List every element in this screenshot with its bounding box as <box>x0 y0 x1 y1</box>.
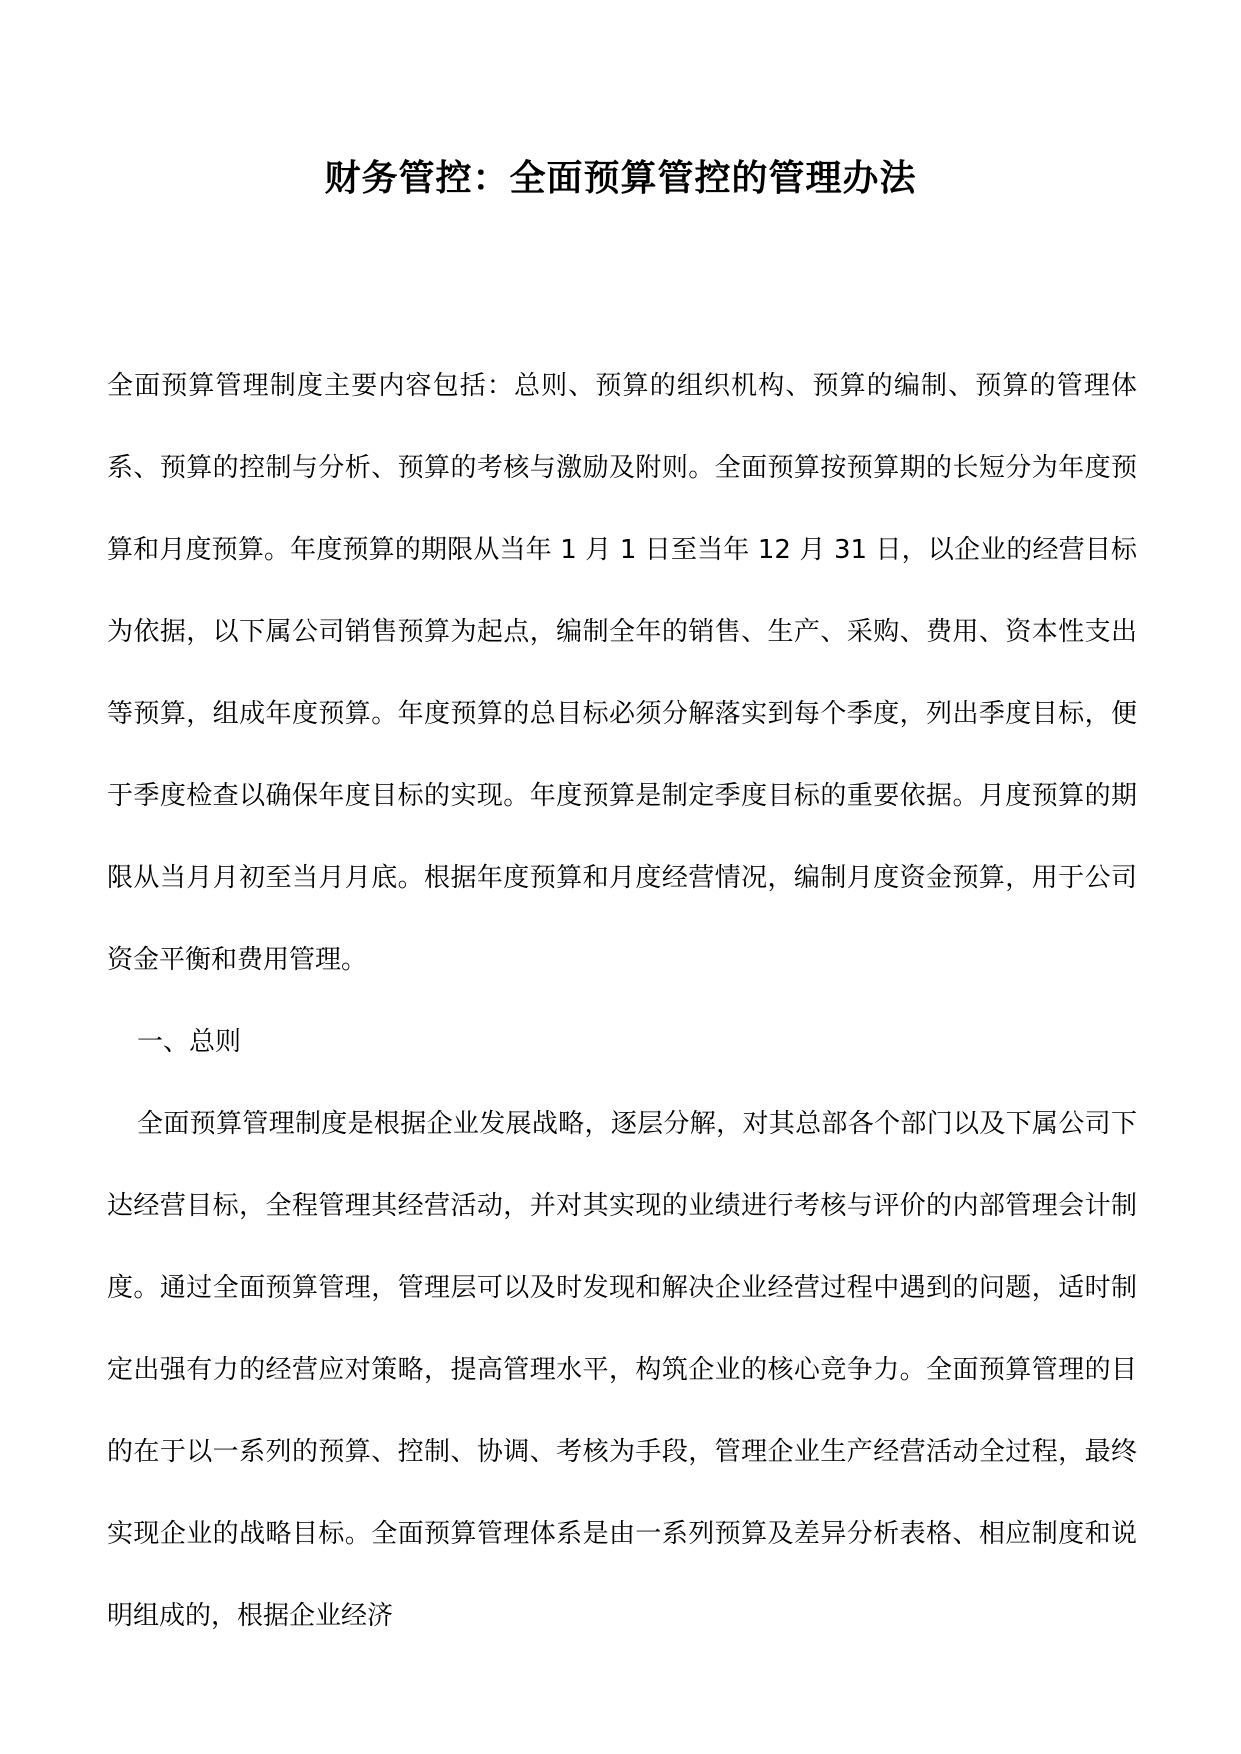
document-body <box>107 345 1137 1657</box>
document-title: 财务管控：全面预算管控的管理办法 <box>324 158 917 199</box>
section-heading-general: 一、总则 <box>137 1027 242 1057</box>
section-paragraph-general: 全面预算管理制度是根据企业发展战略，逐层分解，对其总部各个部门以及下属公司下达经营目标，全程管理其经营活动，并对其实现的业绩进行考核与评价的内部管理会计制度。通过全面预算管理，管理层可以及时发现和解决企业经营过程中遇到的问题，适时制定出强有力的经营应对策略，提高管理水平，构筑企业的核心竞争力。全面预算管理的目的在于以一系列的预算、控制、协调、考核为手段，管理企业生产经营活动全过程，最终实现企业的战略目标。全面预算管理体系是由一系列预算及差异分析表格、相应制度和说明组成的，根据企业经济 <box>107 1109 1137 1631</box>
intro-paragraph: 全面预算管理制度主要内容包括：总则、预算的组织机构、预算的编制、预算的管理体系、预算的控制与分析、预算的考核与激励及附则。全面预算按预算期的长短分为年度预算和月度预算。年度预算的期限从当年 1 月 1 日至当年 12 月 31 日，以企业的经营目标为依据，以下属公司销售预算为起点，编制全年的销售、生产、采购、费用、资本性支出等预算，组成年度预算。年度预算的总目标必须分解落实到每个季度，列出季度目标，便于季度检查以确保年度目标的实现。年度预算是制定季度目标的重要依据。月度预算的期限从当月月初至当月月底。根据年度预算和月度经营情况，编制月度资金预算，用于公司资金平衡和费用管理。 <box>107 371 1137 975</box>
